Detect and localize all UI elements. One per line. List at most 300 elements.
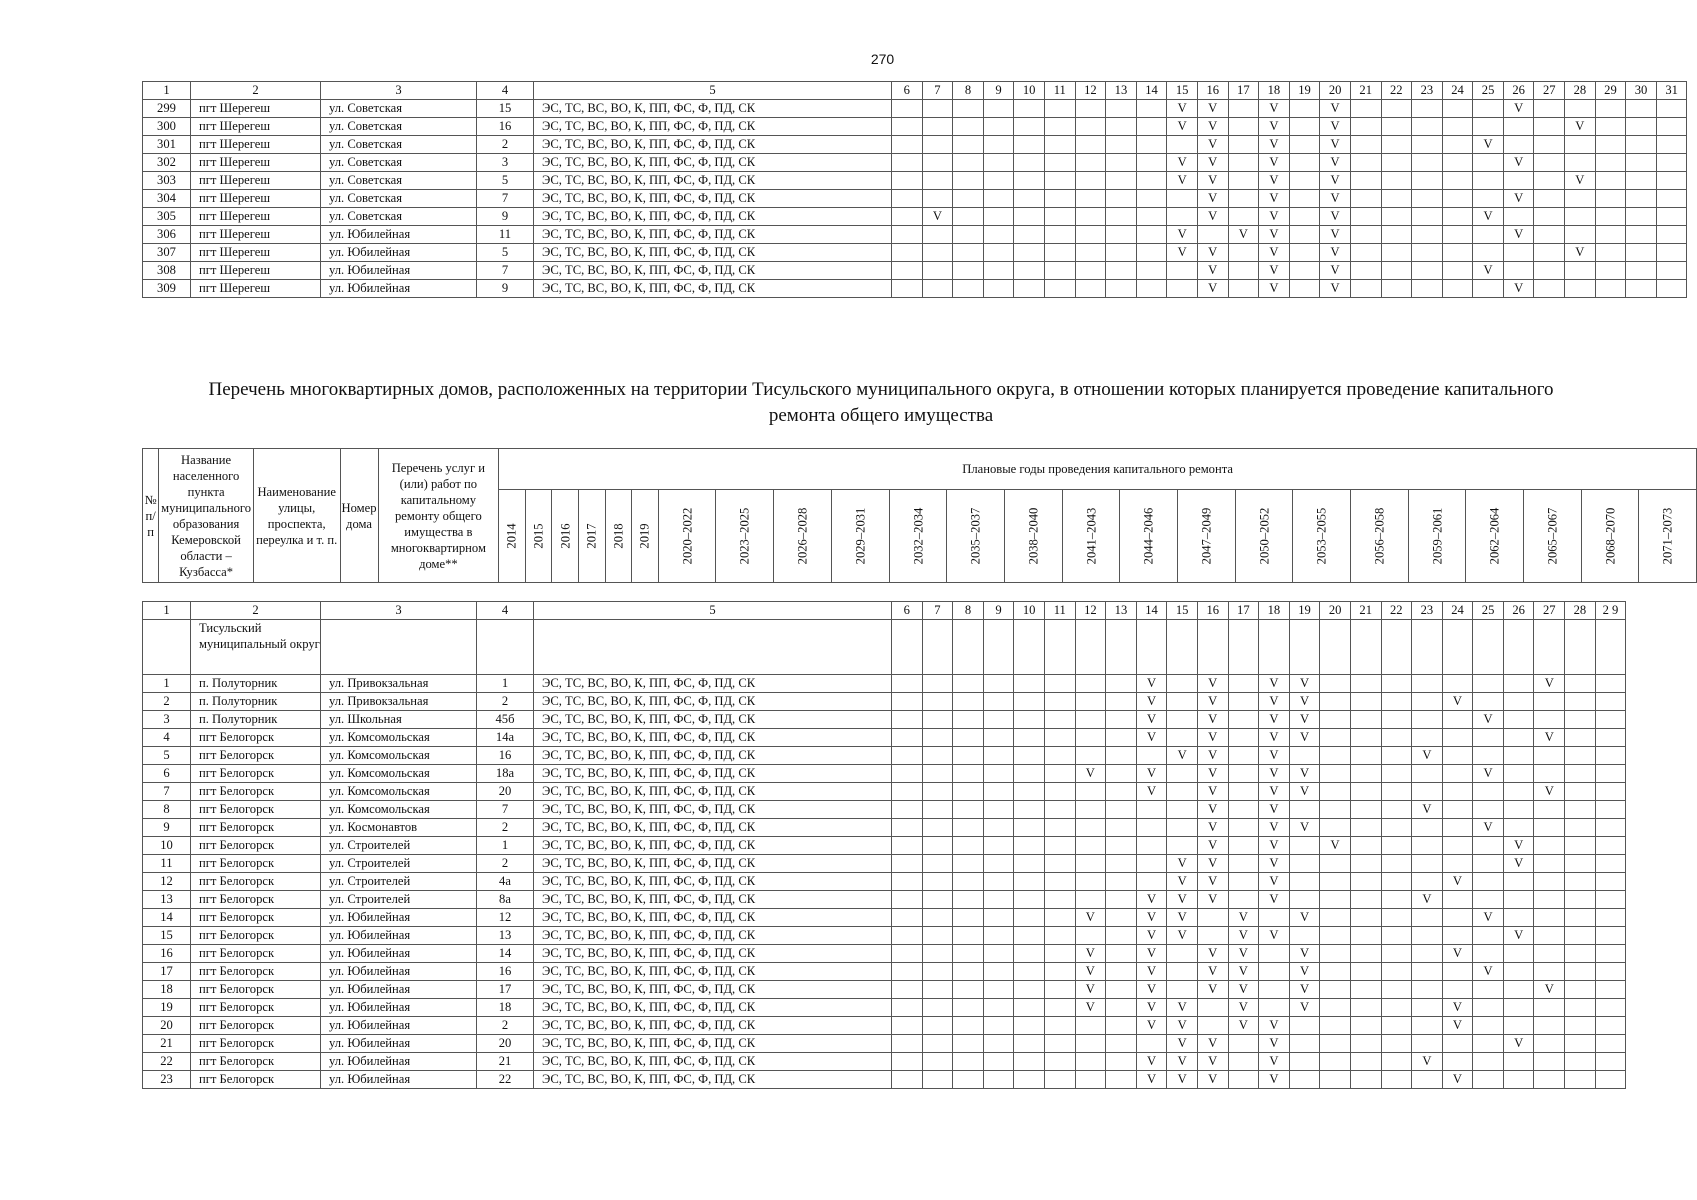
year-mark-cell bbox=[1320, 747, 1351, 765]
street-name: ул. Юбилейная bbox=[321, 999, 477, 1017]
column-number: 7 bbox=[922, 82, 953, 100]
settlement-name: пгт Шерегеш bbox=[191, 208, 321, 226]
year-mark-cell bbox=[1381, 675, 1412, 693]
year-mark-cell bbox=[1136, 172, 1167, 190]
year-mark-cell bbox=[1656, 280, 1687, 298]
street-name: ул. Советская bbox=[321, 100, 477, 118]
year-mark-cell bbox=[1350, 747, 1381, 765]
year-mark-cell bbox=[1656, 118, 1687, 136]
column-number: 9 bbox=[983, 602, 1014, 620]
year-mark-cell bbox=[1044, 855, 1075, 873]
year-mark-cell bbox=[1626, 154, 1657, 172]
year-mark-cell bbox=[1044, 136, 1075, 154]
column-number: 2 bbox=[191, 82, 321, 100]
year-mark-cell bbox=[1473, 226, 1504, 244]
year-mark-cell bbox=[1565, 1017, 1596, 1035]
year-mark-cell bbox=[892, 801, 923, 819]
year-mark-cell bbox=[1320, 783, 1351, 801]
year-mark-cell bbox=[1014, 999, 1045, 1017]
street-name: ул. Комсомольская bbox=[321, 801, 477, 819]
year-mark-cell: V bbox=[1197, 154, 1228, 172]
row-number: 2 bbox=[143, 693, 191, 711]
year-mark-cell bbox=[1075, 873, 1106, 891]
year-mark-cell bbox=[1320, 1053, 1351, 1071]
year-mark-cell: V bbox=[1565, 244, 1596, 262]
year-mark-cell bbox=[1503, 675, 1534, 693]
year-mark-cell bbox=[1626, 244, 1657, 262]
street-name: ул. Юбилейная bbox=[321, 1017, 477, 1035]
year-mark-cell bbox=[922, 855, 953, 873]
settlement-name: пгт Белогорск bbox=[191, 1035, 321, 1053]
header-year-label: 2015 bbox=[531, 523, 546, 549]
year-mark-cell bbox=[983, 927, 1014, 945]
year-mark-cell bbox=[1442, 927, 1473, 945]
house-number: 1 bbox=[477, 837, 534, 855]
year-mark-cell bbox=[1595, 1071, 1626, 1089]
year-mark-cell bbox=[1534, 1035, 1565, 1053]
works-list: ЭС, ТС, ВС, ВО, К, ПП, ФС, Ф, ПД, СК bbox=[534, 729, 892, 747]
year-mark-cell bbox=[1442, 909, 1473, 927]
district-empty-cell bbox=[1320, 620, 1351, 675]
works-list: ЭС, ТС, ВС, ВО, К, ПП, ФС, Ф, ПД, СК bbox=[534, 190, 892, 208]
column-number: 19 bbox=[1289, 602, 1320, 620]
year-mark-cell bbox=[953, 783, 984, 801]
year-mark-cell: V bbox=[1197, 945, 1228, 963]
year-mark-cell: V bbox=[1320, 136, 1351, 154]
house-number: 2 bbox=[477, 136, 534, 154]
year-mark-cell bbox=[1044, 963, 1075, 981]
year-mark-cell: V bbox=[1197, 891, 1228, 909]
year-mark-cell bbox=[983, 154, 1014, 172]
district-empty-cell bbox=[1106, 620, 1137, 675]
header-year-label: 2026–2028 bbox=[795, 507, 810, 565]
year-mark-cell bbox=[1014, 765, 1045, 783]
settlement-name: п. Полуторник bbox=[191, 675, 321, 693]
year-mark-cell bbox=[953, 963, 984, 981]
year-mark-cell: V bbox=[1534, 729, 1565, 747]
year-mark-cell bbox=[1228, 855, 1259, 873]
year-mark-cell bbox=[983, 873, 1014, 891]
year-mark-cell bbox=[1228, 819, 1259, 837]
year-mark-cell bbox=[953, 765, 984, 783]
column-number: 14 bbox=[1136, 602, 1167, 620]
year-mark-cell: V bbox=[1289, 945, 1320, 963]
year-mark-cell bbox=[953, 729, 984, 747]
street-name: ул. Советская bbox=[321, 208, 477, 226]
year-mark-cell: V bbox=[1503, 100, 1534, 118]
year-mark-cell bbox=[1014, 837, 1045, 855]
year-mark-cell bbox=[1595, 208, 1626, 226]
house-number: 16 bbox=[477, 118, 534, 136]
year-mark-cell: V bbox=[1473, 262, 1504, 280]
settlement-name: пгт Шерегеш bbox=[191, 100, 321, 118]
year-mark-cell: V bbox=[1289, 693, 1320, 711]
column-number: 22 bbox=[1381, 82, 1412, 100]
year-mark-cell bbox=[1106, 118, 1137, 136]
year-mark-cell bbox=[1473, 100, 1504, 118]
year-mark-cell: V bbox=[1259, 783, 1290, 801]
year-mark-cell bbox=[922, 118, 953, 136]
year-mark-cell bbox=[983, 981, 1014, 999]
header-year-label: 2065–2067 bbox=[1545, 507, 1560, 565]
year-mark-cell bbox=[1503, 118, 1534, 136]
year-mark-cell bbox=[1503, 873, 1534, 891]
year-mark-cell bbox=[1442, 226, 1473, 244]
header-year-label: 2041–2043 bbox=[1083, 507, 1098, 565]
year-mark-cell bbox=[922, 154, 953, 172]
year-mark-cell bbox=[1167, 693, 1198, 711]
year-mark-cell bbox=[1075, 262, 1106, 280]
year-mark-cell bbox=[983, 837, 1014, 855]
year-mark-cell: V bbox=[1136, 1053, 1167, 1071]
house-number: 20 bbox=[477, 783, 534, 801]
district-empty-cell bbox=[1014, 620, 1045, 675]
year-mark-cell bbox=[1503, 693, 1534, 711]
works-list: ЭС, ТС, ВС, ВО, К, ПП, ФС, Ф, ПД, СК bbox=[534, 208, 892, 226]
district-empty-cell bbox=[1503, 620, 1534, 675]
year-mark-cell bbox=[1289, 1017, 1320, 1035]
year-mark-cell bbox=[1106, 244, 1137, 262]
year-mark-cell bbox=[1014, 172, 1045, 190]
settlement-name: пгт Шерегеш bbox=[191, 118, 321, 136]
year-mark-cell bbox=[1044, 1053, 1075, 1071]
header-year-label: 2047–2049 bbox=[1199, 507, 1214, 565]
year-mark-cell bbox=[1228, 837, 1259, 855]
year-mark-cell bbox=[892, 172, 923, 190]
column-number: 18 bbox=[1259, 82, 1290, 100]
year-mark-cell bbox=[1259, 999, 1290, 1017]
year-mark-cell: V bbox=[1289, 819, 1320, 837]
year-mark-cell: V bbox=[1259, 226, 1290, 244]
year-mark-cell bbox=[1565, 855, 1596, 873]
year-mark-cell: V bbox=[1473, 208, 1504, 226]
header-year bbox=[525, 490, 552, 583]
year-mark-cell bbox=[1473, 981, 1504, 999]
year-mark-cell bbox=[1381, 837, 1412, 855]
year-mark-cell bbox=[1350, 118, 1381, 136]
year-mark-cell: V bbox=[1259, 244, 1290, 262]
year-mark-cell bbox=[1350, 100, 1381, 118]
street-name: ул. Комсомольская bbox=[321, 729, 477, 747]
column-number: 28 bbox=[1565, 602, 1596, 620]
year-mark-cell bbox=[1595, 190, 1626, 208]
year-mark-cell bbox=[892, 891, 923, 909]
year-mark-cell bbox=[983, 747, 1014, 765]
year-mark-cell bbox=[892, 783, 923, 801]
year-mark-cell bbox=[1136, 873, 1167, 891]
year-mark-cell bbox=[1412, 208, 1443, 226]
year-mark-cell: V bbox=[1259, 675, 1290, 693]
year-mark-cell bbox=[1473, 837, 1504, 855]
year-mark-cell bbox=[1381, 1053, 1412, 1071]
year-mark-cell bbox=[1044, 100, 1075, 118]
year-mark-cell: V bbox=[1259, 837, 1290, 855]
year-mark-cell bbox=[1412, 172, 1443, 190]
year-mark-cell bbox=[1565, 891, 1596, 909]
year-mark-cell bbox=[892, 693, 923, 711]
row-number: 4 bbox=[143, 729, 191, 747]
year-mark-cell bbox=[1014, 190, 1045, 208]
year-mark-cell bbox=[1106, 711, 1137, 729]
year-mark-cell bbox=[1534, 801, 1565, 819]
year-mark-cell bbox=[1350, 1017, 1381, 1035]
year-mark-cell bbox=[922, 891, 953, 909]
year-mark-cell: V bbox=[1534, 783, 1565, 801]
year-mark-cell: V bbox=[1320, 837, 1351, 855]
year-mark-cell: V bbox=[1259, 262, 1290, 280]
column-number: 27 bbox=[1534, 82, 1565, 100]
header-works: Перечень услуг и (или) работ по капитальному ремонту общего имущества в многоквартирном доме** bbox=[378, 449, 499, 583]
year-mark-cell bbox=[922, 190, 953, 208]
year-mark-cell bbox=[1167, 765, 1198, 783]
year-mark-cell bbox=[1167, 711, 1198, 729]
year-mark-cell bbox=[1136, 819, 1167, 837]
year-mark-cell bbox=[922, 981, 953, 999]
year-mark-cell bbox=[1656, 190, 1687, 208]
year-mark-cell bbox=[1565, 154, 1596, 172]
house-number: 11 bbox=[477, 226, 534, 244]
year-mark-cell bbox=[1473, 693, 1504, 711]
year-mark-cell bbox=[1106, 226, 1137, 244]
year-mark-cell bbox=[1534, 765, 1565, 783]
year-mark-cell: V bbox=[1136, 981, 1167, 999]
year-mark-cell bbox=[1289, 244, 1320, 262]
row-number: 11 bbox=[143, 855, 191, 873]
column-number: 4 bbox=[477, 82, 534, 100]
year-mark-cell: V bbox=[1167, 1017, 1198, 1035]
year-mark-cell bbox=[983, 208, 1014, 226]
row-number: 9 bbox=[143, 819, 191, 837]
table-row bbox=[143, 855, 1626, 873]
year-mark-cell: V bbox=[1136, 783, 1167, 801]
year-mark-cell bbox=[1320, 999, 1351, 1017]
column-number: 21 bbox=[1350, 82, 1381, 100]
year-mark-cell bbox=[1014, 711, 1045, 729]
year-mark-cell bbox=[1473, 154, 1504, 172]
year-mark-cell bbox=[1075, 675, 1106, 693]
year-mark-cell bbox=[1075, 100, 1106, 118]
year-mark-cell bbox=[1534, 226, 1565, 244]
street-name: ул. Юбилейная bbox=[321, 963, 477, 981]
works-list: ЭС, ТС, ВС, ВО, К, ПП, ФС, Ф, ПД, СК bbox=[534, 226, 892, 244]
year-mark-cell bbox=[922, 945, 953, 963]
year-mark-cell: V bbox=[1320, 154, 1351, 172]
works-list: ЭС, ТС, ВС, ВО, К, ПП, ФС, Ф, ПД, СК bbox=[534, 1017, 892, 1035]
year-mark-cell bbox=[1534, 927, 1565, 945]
year-mark-cell: V bbox=[1197, 729, 1228, 747]
year-mark-cell: V bbox=[1197, 693, 1228, 711]
year-mark-cell: V bbox=[1197, 873, 1228, 891]
year-mark-cell: V bbox=[1167, 747, 1198, 765]
street-name: ул. Юбилейная bbox=[321, 1071, 477, 1089]
year-mark-cell bbox=[1595, 855, 1626, 873]
year-mark-cell bbox=[1412, 855, 1443, 873]
year-mark-cell bbox=[1412, 1035, 1443, 1053]
table-row bbox=[143, 118, 1687, 136]
year-mark-cell: V bbox=[1503, 154, 1534, 172]
year-mark-cell bbox=[1656, 136, 1687, 154]
year-mark-cell bbox=[1442, 136, 1473, 154]
year-mark-cell bbox=[983, 1017, 1014, 1035]
year-mark-cell bbox=[1565, 927, 1596, 945]
year-mark-cell bbox=[922, 927, 953, 945]
header-year-label: 2023–2025 bbox=[737, 507, 752, 565]
house-number: 2 bbox=[477, 819, 534, 837]
year-mark-cell: V bbox=[1412, 801, 1443, 819]
year-mark-cell bbox=[1442, 729, 1473, 747]
year-mark-cell: V bbox=[1473, 819, 1504, 837]
year-mark-cell bbox=[1289, 855, 1320, 873]
year-mark-cell bbox=[1565, 765, 1596, 783]
column-number: 8 bbox=[953, 82, 984, 100]
district-empty-cell bbox=[892, 620, 923, 675]
street-name: ул. Юбилейная bbox=[321, 945, 477, 963]
year-mark-cell bbox=[1228, 280, 1259, 298]
year-mark-cell: V bbox=[1503, 280, 1534, 298]
year-mark-cell bbox=[1412, 981, 1443, 999]
year-mark-cell: V bbox=[1136, 891, 1167, 909]
year-mark-cell bbox=[1014, 244, 1045, 262]
year-mark-cell bbox=[1320, 693, 1351, 711]
row-number: 6 bbox=[143, 765, 191, 783]
district-name: Тисульский муниципальный округ bbox=[191, 620, 321, 675]
year-mark-cell bbox=[1473, 244, 1504, 262]
works-list: ЭС, ТС, ВС, ВО, К, ПП, ФС, Ф, ПД, СК bbox=[534, 172, 892, 190]
column-number: 16 bbox=[1197, 82, 1228, 100]
year-mark-cell: V bbox=[1259, 1017, 1290, 1035]
year-mark-cell: V bbox=[1259, 1053, 1290, 1071]
year-mark-cell bbox=[1167, 801, 1198, 819]
year-mark-cell bbox=[1014, 262, 1045, 280]
year-mark-cell bbox=[1350, 909, 1381, 927]
settlement-name: пгт Белогорск bbox=[191, 927, 321, 945]
year-mark-cell bbox=[1289, 154, 1320, 172]
district-empty-cell bbox=[1136, 620, 1167, 675]
table-row bbox=[143, 801, 1626, 819]
header-year-label: 2032–2034 bbox=[910, 507, 925, 565]
year-mark-cell bbox=[1014, 136, 1045, 154]
year-mark-cell: V bbox=[1320, 118, 1351, 136]
year-mark-cell bbox=[953, 801, 984, 819]
year-mark-cell bbox=[1167, 136, 1198, 154]
year-mark-cell bbox=[983, 226, 1014, 244]
year-mark-cell bbox=[1289, 891, 1320, 909]
year-mark-cell: V bbox=[1442, 1017, 1473, 1035]
house-number: 7 bbox=[477, 801, 534, 819]
table-row bbox=[143, 226, 1687, 244]
year-mark-cell bbox=[1044, 711, 1075, 729]
settlement-name: пгт Белогорск bbox=[191, 981, 321, 999]
year-mark-cell: V bbox=[1167, 100, 1198, 118]
year-mark-cell bbox=[922, 100, 953, 118]
year-mark-cell: V bbox=[1259, 891, 1290, 909]
year-mark-cell: V bbox=[1197, 783, 1228, 801]
year-mark-cell bbox=[1106, 783, 1137, 801]
year-mark-cell: V bbox=[1289, 711, 1320, 729]
year-mark-cell bbox=[1565, 873, 1596, 891]
year-mark-cell: V bbox=[1259, 280, 1290, 298]
year-mark-cell bbox=[1565, 208, 1596, 226]
year-mark-cell: V bbox=[1503, 927, 1534, 945]
year-mark-cell bbox=[983, 1053, 1014, 1071]
year-mark-cell bbox=[1289, 280, 1320, 298]
house-number: 2 bbox=[477, 693, 534, 711]
year-mark-cell bbox=[1626, 262, 1657, 280]
year-mark-cell bbox=[892, 999, 923, 1017]
year-mark-cell bbox=[1289, 801, 1320, 819]
year-mark-cell bbox=[1503, 747, 1534, 765]
year-mark-cell bbox=[1595, 118, 1626, 136]
year-mark-cell bbox=[1197, 1017, 1228, 1035]
table-row bbox=[143, 1035, 1626, 1053]
column-number: 24 bbox=[1442, 82, 1473, 100]
year-mark-cell bbox=[953, 118, 984, 136]
header-year-label: 2019 bbox=[638, 523, 653, 549]
year-mark-cell bbox=[892, 226, 923, 244]
year-mark-cell bbox=[953, 262, 984, 280]
year-mark-cell bbox=[1503, 819, 1534, 837]
year-mark-cell bbox=[1350, 226, 1381, 244]
year-mark-cell bbox=[922, 280, 953, 298]
year-mark-cell bbox=[1503, 136, 1534, 154]
year-mark-cell bbox=[1106, 945, 1137, 963]
year-mark-cell: V bbox=[1197, 280, 1228, 298]
works-list: ЭС, ТС, ВС, ВО, К, ПП, ФС, Ф, ПД, СК bbox=[534, 873, 892, 891]
year-mark-cell bbox=[1473, 729, 1504, 747]
year-mark-cell bbox=[1320, 945, 1351, 963]
header-number: № п/п bbox=[143, 449, 159, 583]
year-mark-cell: V bbox=[1167, 873, 1198, 891]
year-mark-cell bbox=[1106, 154, 1137, 172]
table-row bbox=[143, 190, 1687, 208]
year-mark-cell bbox=[1412, 783, 1443, 801]
year-mark-cell bbox=[1106, 280, 1137, 298]
year-mark-cell: V bbox=[1136, 999, 1167, 1017]
year-mark-cell bbox=[1473, 999, 1504, 1017]
table-row bbox=[143, 981, 1626, 999]
table-row bbox=[143, 244, 1687, 262]
year-mark-cell bbox=[1595, 963, 1626, 981]
year-mark-cell: V bbox=[1289, 729, 1320, 747]
year-mark-cell: V bbox=[1197, 855, 1228, 873]
year-mark-cell: V bbox=[1259, 729, 1290, 747]
year-mark-cell bbox=[1534, 118, 1565, 136]
column-number: 16 bbox=[1197, 602, 1228, 620]
year-mark-cell bbox=[1014, 855, 1045, 873]
year-mark-cell bbox=[983, 963, 1014, 981]
year-mark-cell bbox=[892, 1053, 923, 1071]
year-mark-cell bbox=[983, 729, 1014, 747]
year-mark-cell bbox=[1473, 927, 1504, 945]
year-mark-cell bbox=[1044, 819, 1075, 837]
year-mark-cell bbox=[1473, 747, 1504, 765]
header-year bbox=[499, 490, 526, 583]
year-mark-cell bbox=[1075, 190, 1106, 208]
year-mark-cell bbox=[1106, 981, 1137, 999]
year-mark-cell bbox=[1442, 675, 1473, 693]
column-number: 14 bbox=[1136, 82, 1167, 100]
year-mark-cell bbox=[1503, 945, 1534, 963]
header-year bbox=[658, 490, 716, 583]
district-empty-cell bbox=[1044, 620, 1075, 675]
year-mark-cell: V bbox=[1259, 927, 1290, 945]
year-mark-cell bbox=[1503, 262, 1534, 280]
year-mark-cell bbox=[1626, 118, 1657, 136]
year-mark-cell: V bbox=[1289, 909, 1320, 927]
year-mark-cell bbox=[1350, 855, 1381, 873]
street-name: ул. Советская bbox=[321, 136, 477, 154]
year-mark-cell bbox=[1595, 765, 1626, 783]
